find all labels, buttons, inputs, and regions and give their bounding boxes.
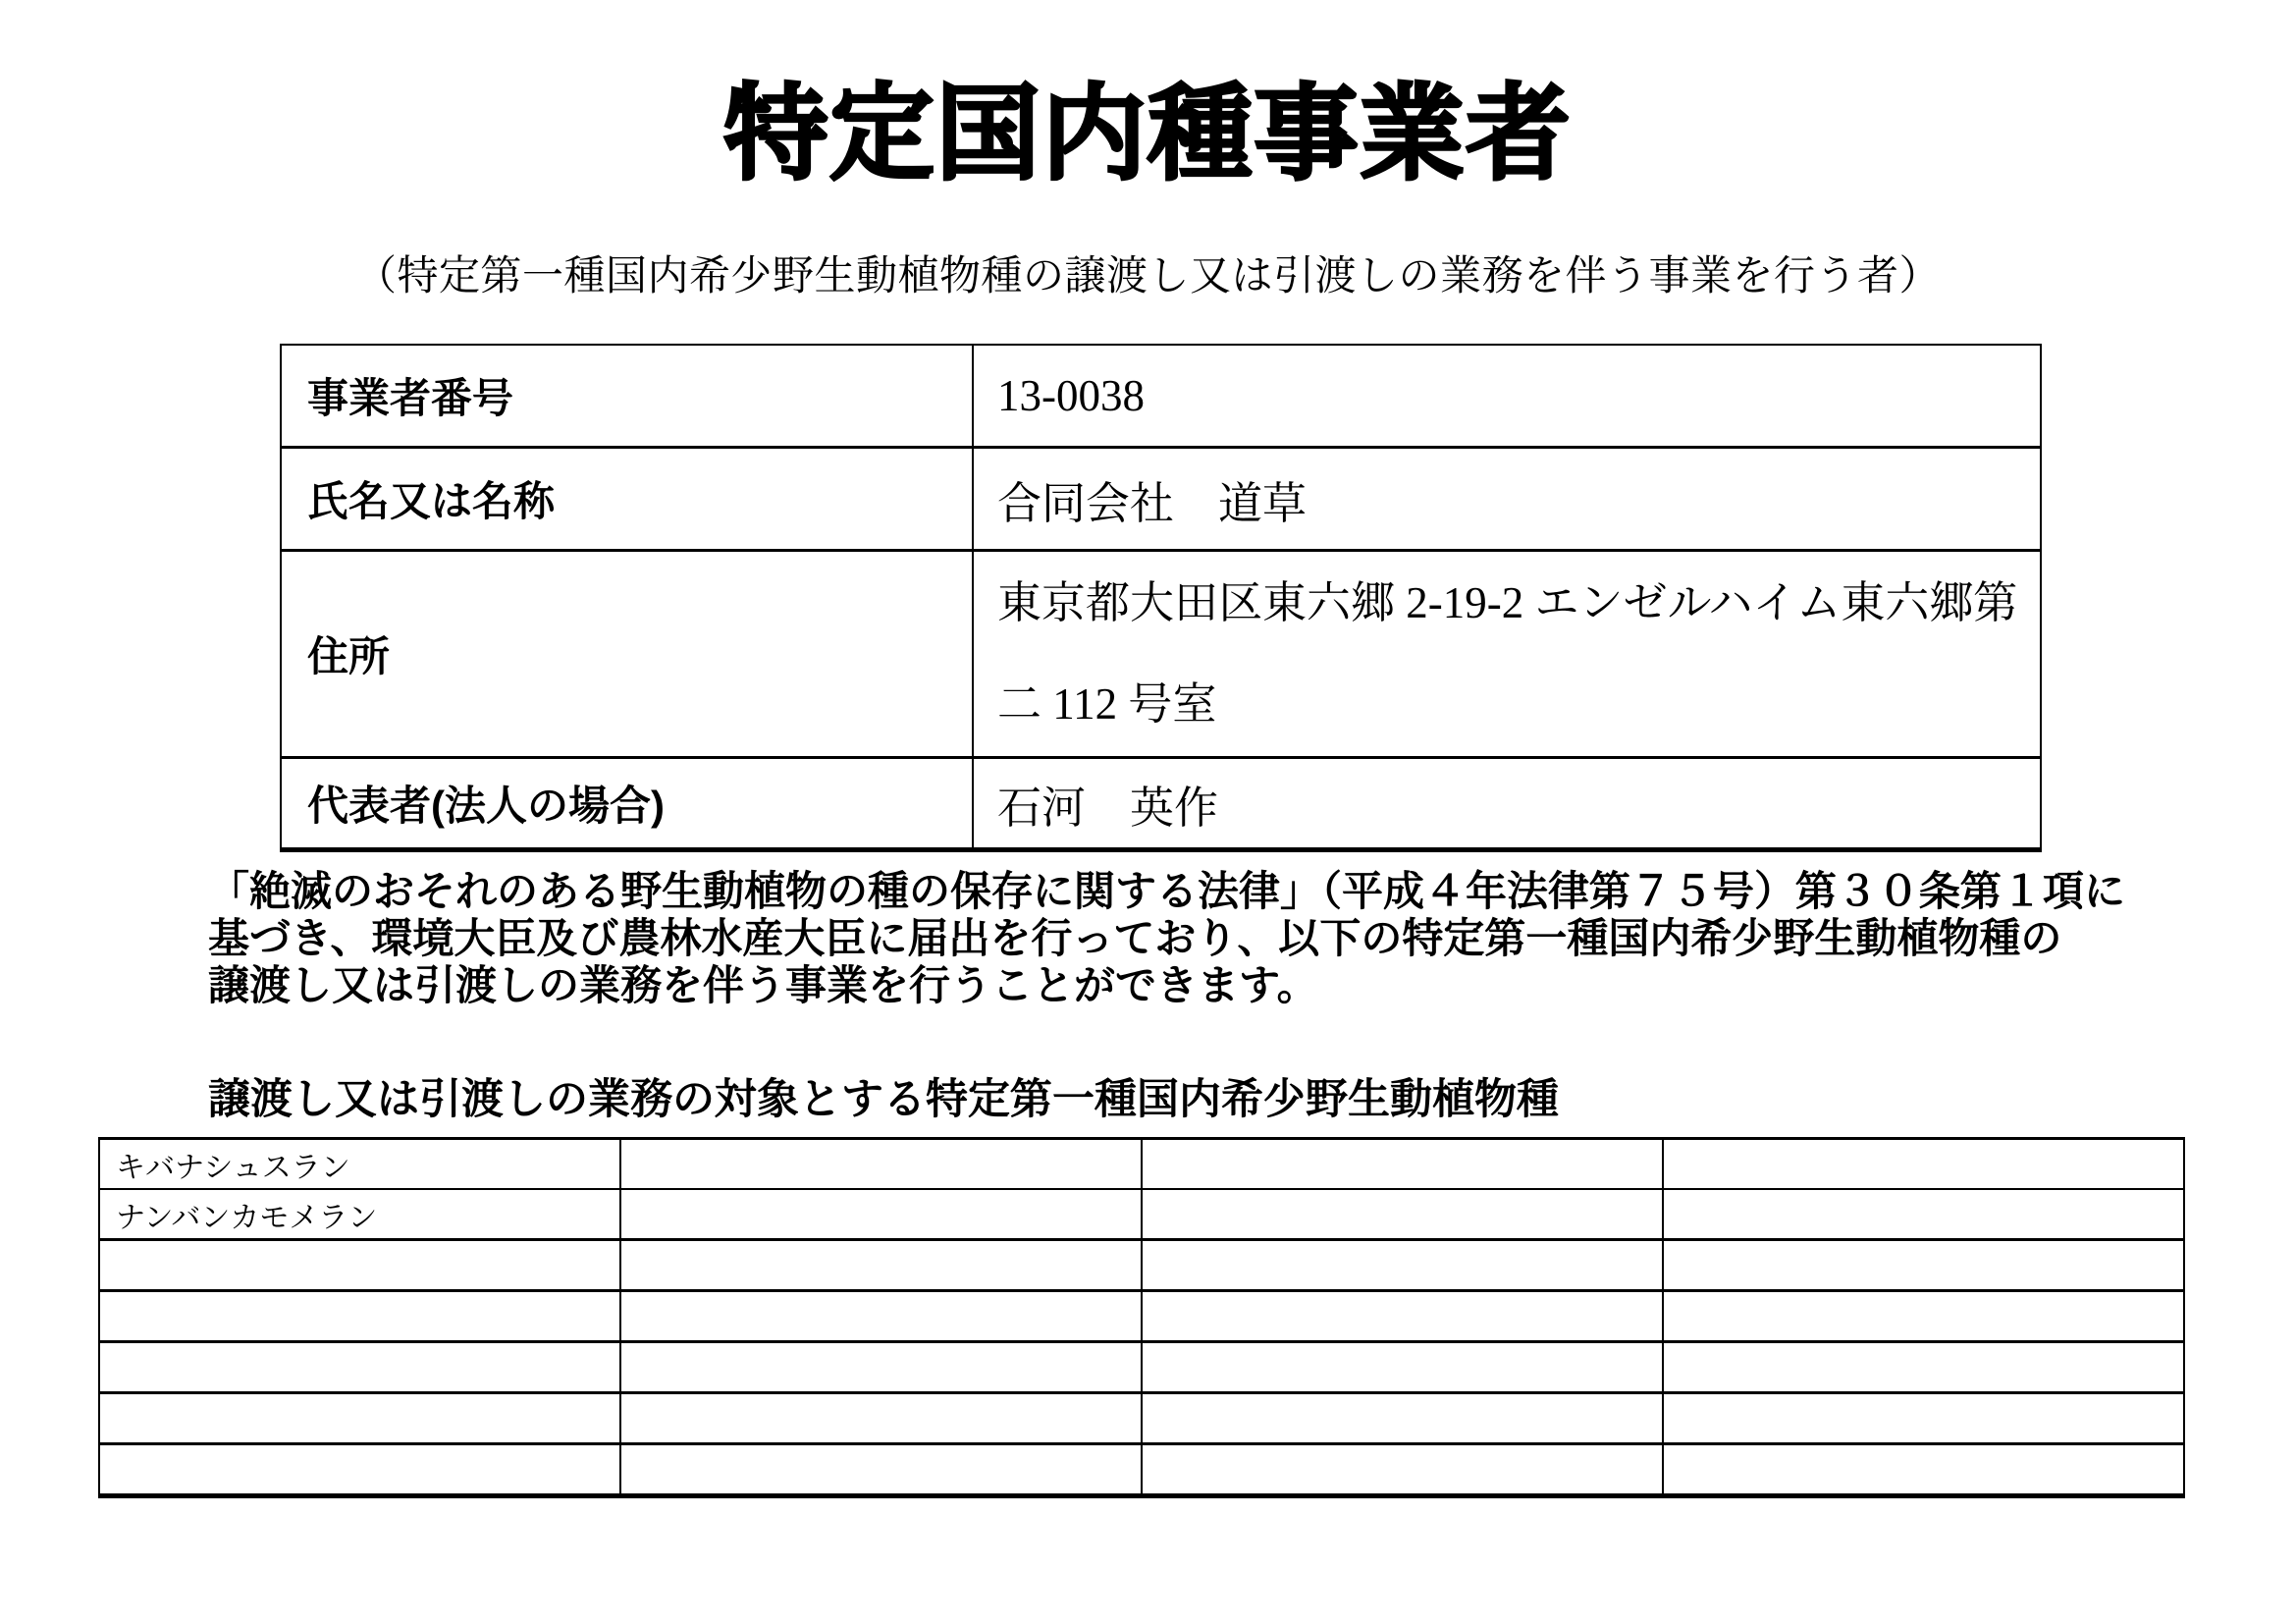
empty-cell (99, 1444, 620, 1496)
species-section-heading: 譲渡し又は引渡しの業務の対象とする特定第一種国内希少野生動植物種 (208, 1076, 1559, 1123)
empty-cell (99, 1342, 620, 1393)
empty-cell (1142, 1291, 1663, 1342)
empty-cell (1142, 1342, 1663, 1393)
empty-cell (1663, 1291, 2184, 1342)
empty-cell (620, 1393, 1142, 1444)
empty-cell (1142, 1189, 1663, 1240)
empty-cell (99, 1240, 620, 1291)
empty-cell (620, 1189, 1142, 1240)
empty-cell (1663, 1444, 2184, 1496)
address-line-1: 東京都大田区東六郷 2-19-2 エンゼルハイム東六郷第 (997, 578, 2018, 627)
info-value-name: 合同会社 道草 (973, 448, 2041, 551)
empty-cell (1142, 1444, 1663, 1496)
info-label-representative: 代表者(法人の場合) (281, 758, 973, 850)
legal-text-line: 基づき、環境大臣及び農林水産大臣に届出を行っており、以下の特定第一種国内希少野生動植物種の (208, 915, 2062, 961)
empty-cell (620, 1240, 1142, 1291)
species-table-row (99, 1291, 2184, 1342)
species-table-row (99, 1189, 2184, 1240)
empty-cell (1663, 1240, 2184, 1291)
empty-cell (1142, 1240, 1663, 1291)
species-table-row (99, 1444, 2184, 1496)
address-line-2: 二 112 号室 (997, 679, 1217, 729)
species-table-row (99, 1240, 2184, 1291)
species-name-cell: ナンバンカモメラン (99, 1189, 620, 1240)
info-label-address: 住所 (281, 551, 973, 758)
empty-cell (1663, 1139, 2184, 1190)
species-table-row (99, 1139, 2184, 1190)
empty-cell (99, 1393, 620, 1444)
table-row (281, 448, 2041, 551)
page-subtitle: （特定第一種国内希少野生動植物種の譲渡し又は引渡しの業務を伴う事業を行う者） (354, 252, 1941, 298)
species-table-row (99, 1393, 2184, 1444)
info-value-representative: 石河 英作 (973, 758, 2041, 850)
empty-cell (620, 1342, 1142, 1393)
empty-cell (99, 1291, 620, 1342)
species-name-cell: キバナシュスラン (99, 1139, 620, 1190)
legal-paragraph (208, 868, 2132, 1009)
table-row (281, 758, 2041, 850)
info-label-business-number: 事業者番号 (281, 345, 973, 448)
legal-text-line: 「絶滅のおそれのある野生動植物の種の保存に関する法律」（平成４年法律第７５号）第３０条第１項に (208, 868, 2126, 914)
info-value-address (973, 551, 2041, 758)
info-label-name: 氏名又は名称 (281, 448, 973, 551)
page-title: 特定国内種事業者 (723, 77, 1573, 192)
empty-cell (1142, 1393, 1663, 1444)
species-table-row (99, 1342, 2184, 1393)
table-row (281, 345, 2041, 448)
operator-info-table (280, 344, 2042, 852)
species-table (98, 1137, 2185, 1498)
info-value-business-number: 13-0038 (973, 345, 2041, 448)
empty-cell (620, 1139, 1142, 1190)
empty-cell (620, 1291, 1142, 1342)
table-row (281, 551, 2041, 758)
empty-cell (1663, 1393, 2184, 1444)
empty-cell (1142, 1139, 1663, 1190)
legal-text-line: 譲渡し又は引渡しの業務を伴う事業を行うことができます。 (208, 962, 1318, 1008)
empty-cell (1663, 1189, 2184, 1240)
empty-cell (1663, 1342, 2184, 1393)
empty-cell (620, 1444, 1142, 1496)
